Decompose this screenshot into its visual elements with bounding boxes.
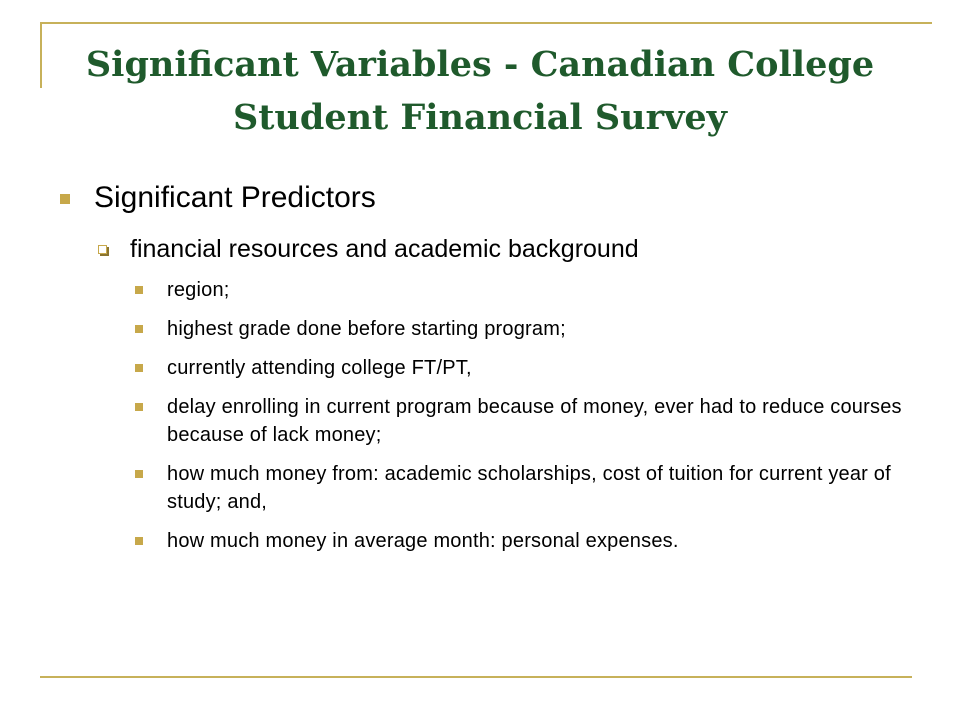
slide-title: [60, 38, 900, 144]
title-line-1: Significant Variables - Canadian College: [85, 44, 875, 85]
small-square-bullet-icon: [135, 286, 143, 294]
small-square-bullet-icon: [135, 470, 143, 478]
list-item: [60, 527, 920, 555]
list-item: [60, 393, 920, 449]
bullet-level-2: [60, 232, 920, 266]
list-item-text: region;: [167, 279, 230, 301]
list-item-text: how much money in average month: personal expenses.: [167, 530, 679, 552]
square-bullet-icon: [60, 194, 70, 204]
small-square-bullet-icon: [135, 537, 143, 545]
slide-body: [60, 178, 920, 566]
list-item: [60, 276, 920, 304]
title-line-2: Student Financial Survey: [232, 97, 728, 138]
bullet-level-2-text: financial resources and academic background: [130, 235, 639, 263]
hollow-square-bullet-icon: [98, 245, 107, 254]
small-square-bullet-icon: [135, 364, 143, 372]
small-square-bullet-icon: [135, 325, 143, 333]
small-square-bullet-icon: [135, 403, 143, 411]
list-item: [60, 354, 920, 382]
bullet-level-1-text: Significant Predictors: [94, 181, 376, 214]
frame-bottom-line: [40, 676, 912, 678]
bullet-level-3-list: [60, 276, 920, 555]
list-item: [60, 460, 920, 516]
frame-left-line: [40, 22, 42, 88]
list-item: [60, 315, 920, 343]
list-item-text: highest grade done before starting program;: [167, 318, 566, 340]
frame-top-line: [40, 22, 932, 24]
list-item-text: currently attending college FT/PT,: [167, 357, 472, 379]
list-item-text: delay enrolling in current program because of money, ever had to reduce courses because of lack money;: [167, 396, 902, 446]
bullet-level-1: [60, 178, 920, 218]
list-item-text: how much money from: academic scholarships, cost of tuition for current year of study; and,: [167, 463, 891, 513]
